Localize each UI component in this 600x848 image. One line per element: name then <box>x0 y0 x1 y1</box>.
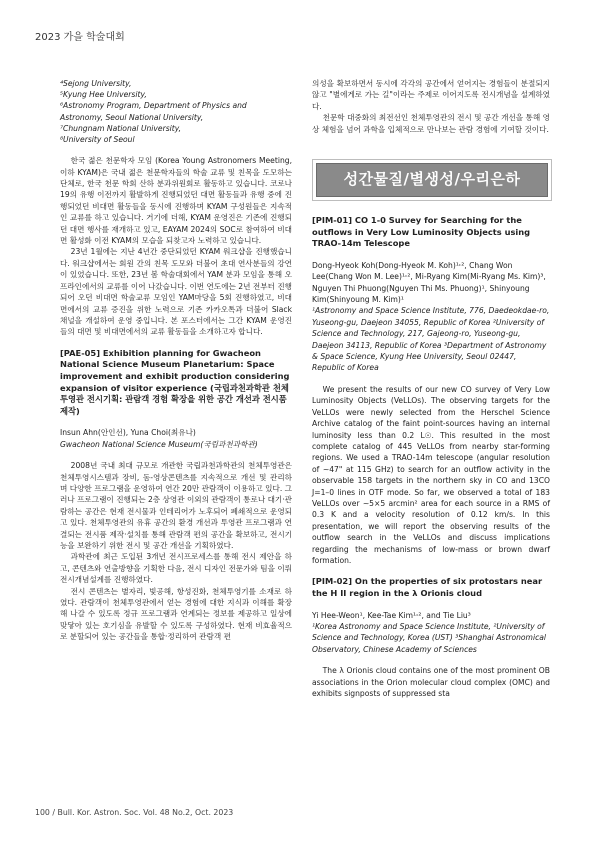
affiliation-line: ⁶Astronomy Program, Department of Physics and <box>60 101 247 111</box>
affiliation-line: ⁸University of Seoul <box>60 135 135 145</box>
section-banner <box>312 159 552 201</box>
running-header: 2023 가을 학술대회 <box>35 32 125 43</box>
body-paragraph: We present the results of our new CO survey of Very Low Luminosity Objects (VeLLOs). The observing targets for the VeLLOs were newly selected from the Herschel Science Archive catalog of the faint point-sources having an internal luminosity less than 0.2 L☉. This resulted in the most complete catalog of 445 VeLLOs from nearby star-forming regions. We used a TRAO-14m telescope (angular resolution of ~47" at 115 GHz) to search for an outflow activity in the observable 158 targets in the northern sky in CO and 13CO J=1–0 lines in OTF mode. So far, we observed a total of 183 VeLLOs over ~5×5 arcmin² area for each source in a RMS of 0.3 K and a velocity resolution of 0.12 km/s. In this presentation, we will report the observing results of the outflow search in the VeLLOs and discuss implications regarding the mechanisms of low-mass or brown dwarf formation. <box>312 384 550 565</box>
affiliation-list <box>60 78 292 145</box>
body-paragraph: 23년 1월에는 지난 4년간 중단되었던 KYAM 워크샵을 진행했습니다. 워크샵에서는 회원 간의 친목 도모와 더불어 초대 연사분들의 강연이 있었습니다. 또한, 23년 봄 학술대회에서 YAM 분과 모임을 통해 오프라인에서의 교류를 이어 나갔습니다. 이번 연도에는 2년 전부터 진행되어 오던 비대면 학술교류 모임인 YAM마당을 5회 진행하였고, 비대면에서의 교류 증진을 위한 노력으로 기존 카카오톡과 더불어 Slack 채널을 개설하여 운영 중입니다. 본 포스터에서는 그간 KYAM 운영진들의 대면 및 비대면에서의 교류 활동들을 소개하고자 합니다. <box>60 247 292 337</box>
body-paragraph: 과학관에 최근 도입된 3개년 전시프로세스를 통해 전시 제안을 하고, 콘텐츠와 연출방향을 기획한 다음, 전시 디자인 전문가와 팀을 이뤄 전시개념설계를 진행하였다. <box>60 552 292 585</box>
body-paragraph: The λ Orionis cloud contains one of the most prominent OB associations in the Orion molecular cloud complex (OMC) and exhibits signposts of suppressed sta <box>312 666 550 698</box>
left-column <box>60 78 292 643</box>
affiliation-line: Astronomy, Seoul National University, <box>60 112 204 122</box>
affiliation-line: ⁵Kyung Hee University, <box>60 90 147 100</box>
affiliation-line: ⁷Chungnam National University, <box>60 123 182 133</box>
abstract-title: [PIM-02] On the properties of six protostars near the H II region in the λ Orionis cloud <box>312 576 543 598</box>
abstract-affiliation: Gwacheon National Science Museum(국립과천과학관) <box>60 439 258 449</box>
body-paragraph: 천문학 대중화의 최전선인 천체투영관의 전시 및 공간 개선을 통해 영상 체험을 넘어 과학을 입체적으로 만나보는 관람 경험에 기여할 것이다. <box>312 113 550 134</box>
right-column <box>312 78 550 699</box>
abstract-affiliation: ¹Korea Astronomy and Space Science Institute, ²University of Science and Technology, Korea (UST) ³Shanghai Astronomical Observatory, Chinese Academy of Sciences <box>312 621 547 654</box>
abstract-affiliation: ¹Astronomy and Space Science Institute, 776, Daedeokdae-ro, Yuseong-gu, Daejeon 34055, Republic of Korea ²University of Science and Technology, 217, Gajeong-ro, Yuseong-gu, Daejeon 34113, Republic of Korea ³Department of Astronomy & Space Science, Kyung Hee University, Seoul 02447, Republic of Korea <box>312 306 550 373</box>
affiliation-line: ⁴Sejong University, <box>60 79 132 88</box>
abstract-title: [PAE-05] Exhibition planning for Gwacheon National Science Museum Planetarium: Space improvement and exhibit production considering expansion of visitor experience (국립과천과학관 천체투영관 전시기획: 관람객 경험 확장을 위한 공간 개선과 전시품 제작) <box>60 347 290 416</box>
body-paragraph: 의성을 확보하면서 동시에 각각의 공간에서 얻어지는 경험들이 분절되지 않고 "별에게로 가는 길"이라는 주제로 이어지도록 전시개념을 설계하였다. <box>312 79 550 111</box>
body-paragraph: 한국 젊은 천문학자 모임 (Korea Young Astronomers Meeting, 이하 KYAM)은 국내 젊은 천문학자들의 학술 교류 및 친목을 도모하는 단체로, 한국 천문 학회 산하 분과위원회로 활동하고 있습니다. 코로나19의 유행 이전까지 활발하게 진행되었던 대면 활동들과 유행 중에 진행되었던 비대면 활동들을 동시에 진행하며 KYAM 구성원들은 지속적인 교류를 하고 있습니다. 거기에 더해, KYAM 운영진은 기존에 진행되던 대면 행사를 재개하고 있고, EAYAM 2024의 SOC로 참여하여 비대면 활성화 이전 KYAM의 모습을 되찾고자 노력하고 있습니다. <box>60 156 292 246</box>
page-footer: 100 / Bull. Kor. Astron. Soc. Vol. 48 No.2, Oct. 2023 <box>35 808 234 817</box>
abstract-authors: Yi Hee-Weon¹, Kee-Tae Kim¹˒², and Tie Liu³ <box>312 610 471 620</box>
body-paragraph: 전시 콘텐츠는 별자리, 빛공해, 항성진화, 천체투영기를 소재로 하였다. 관람객이 천체투영관에서 얻는 경험에 대한 지식과 이해를 확장해 나갈 수 있도록 정규 프로그램과 연계되는 정보를 제공하고 일상에 맞닿아 있는 호기심을 유발할 수 있도록 구성하였다. 현재 비효율적으로 분할되어 있는 공간들을 통합·정리하여 관람객 편 <box>60 586 292 642</box>
section-banner-label: 성간물질/별생성/우리은하 <box>316 163 548 197</box>
abstract-authors: Insun Ahn(안인선), Yuna Choi(최유나) <box>60 428 196 438</box>
body-paragraph: 2008년 국내 최대 규모로 개관한 국립과천과학관의 천체투영관은 천체투영시스템과 장비, 돔-영상콘텐츠를 지속적으로 개선 및 관리하며 다양한 프로그램을 운영하여 연간 20만 관람객이 이용하고 있다. 그러나 프로그램이 진행되는 2층 상영관 이외의 관람객이 통로나 대기·관람하는 공간은 현재 전시물과 인테리어가 노후되어 폐쇄적으로 운영되고 있다. 천체투영관의 유휴 공간의 환경 개선과 투영관 프로그램과 연결되는 전시품 제작·설치를 통해 관람객 편의 공간을 확보하고, 전시기능을 보완하기 위한 전시 및 공간 개선을 기획하였다. <box>60 461 292 550</box>
abstract-title: [PIM-01] CO 1-0 Survey for Searching for the outflows in Very Low Luminosity Objects using TRAO-14m Telescope <box>312 215 531 249</box>
abstract-authors: Dong-Hyeok Koh(Dong-Hyeok M. Koh)¹˒², Chang Won Lee(Chang Won M. Lee)¹˒², Mi-Ryang Kim(Mi-Ryang Ms. Kim)³, Nguyen Thi Phuong(Nguyen Thi Ms. Phuong)¹, Shinyoung Kim(Shinyoung M. Kim)¹ <box>312 260 546 305</box>
